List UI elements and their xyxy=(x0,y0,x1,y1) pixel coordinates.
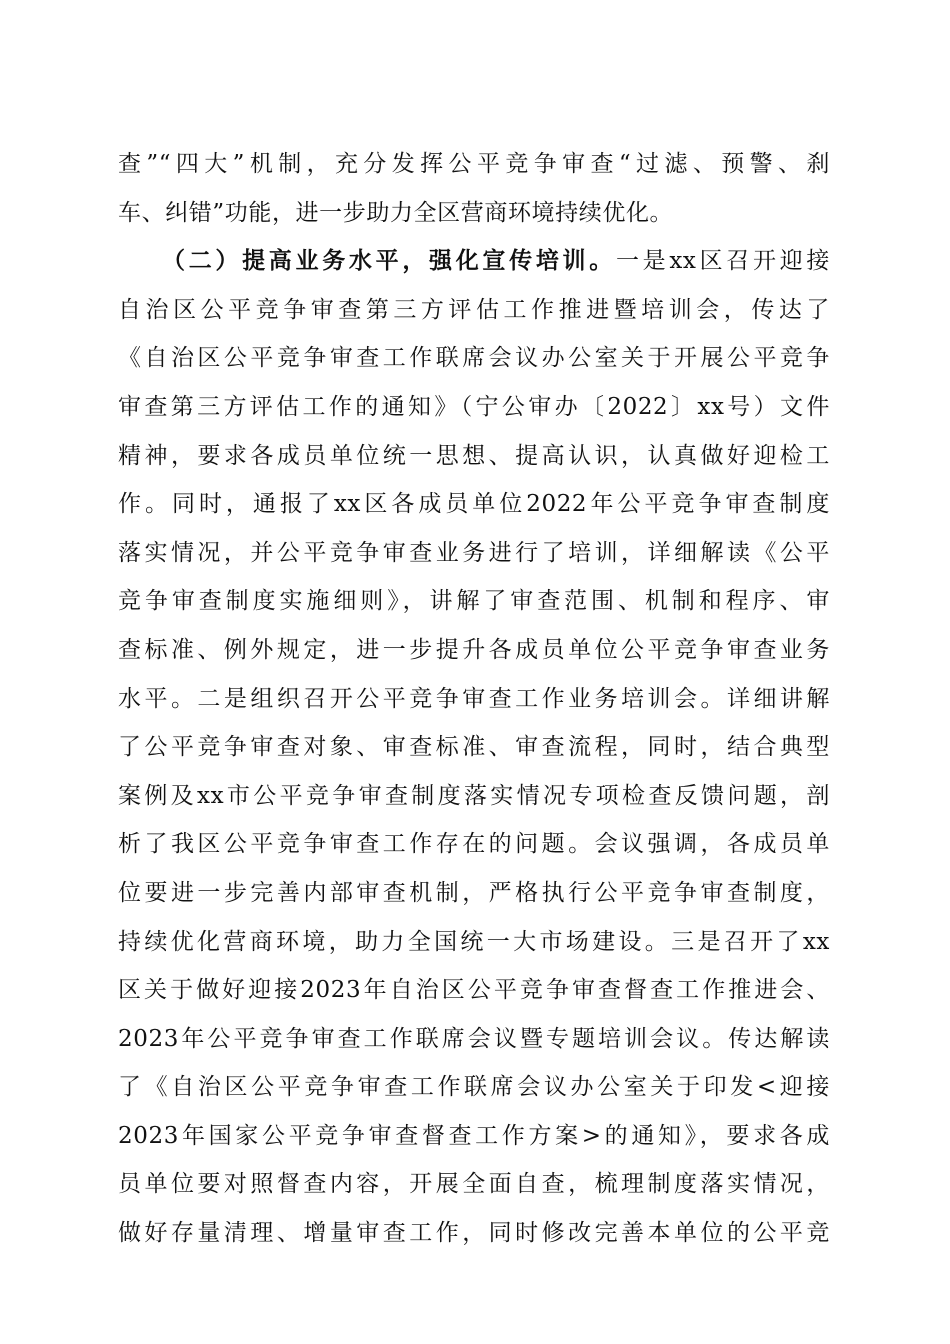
text-line: 水平。二是组织召开公平竞争审查工作业务培训会。详细讲解 xyxy=(118,685,830,712)
section-paragraph-start xyxy=(118,237,830,286)
text-line: 位要进一步完善内部审查机制，严格执行公平竞争审查制度， xyxy=(118,879,830,906)
text-line: 审查第三方评估工作的通知》（宁公审办〔2022〕xx号）文件 xyxy=(118,393,830,420)
text-line: 案例及xx市公平竞争审查制度落实情况专项检查反馈问题，剖 xyxy=(118,782,830,809)
text-line: 了公平竞争审查对象、审查标准、审查流程，同时，结合典型 xyxy=(118,734,830,761)
text-line: 了《自治区公平竞争审查工作联席会议办公室关于印发<迎接 xyxy=(118,1074,830,1101)
text-line: 一是xx区召开迎接 xyxy=(615,248,830,275)
text-line: 《自治区公平竞争审查工作联席会议办公室关于开展公平竞争 xyxy=(118,345,830,372)
text-line: 自治区公平竞争审查第三方评估工作推进暨培训会，传达了 xyxy=(118,296,830,323)
text-line: 2023年国家公平竞争审查督查工作方案>的通知》，要求各成 xyxy=(118,1122,830,1149)
section-heading: （二）提高业务水平，强化宣传培训。 xyxy=(162,247,616,275)
text-line: 精神，要求各成员单位统一思想、提高认识，认真做好迎检工 xyxy=(118,442,830,469)
text-line: 2023年公平竞争审查工作联席会议暨专题培训会议。传达解读 xyxy=(118,1025,830,1052)
text-line: 查标准、例外规定，进一步提升各成员单位公平竞争审查业务 xyxy=(118,636,830,663)
text-line: 析了我区公平竞争审查工作存在的问题。会议强调，各成员单 xyxy=(118,831,830,858)
text-line: 查”“四大”机制，充分发挥公平竞争审查“过滤、预警、刹 xyxy=(118,151,830,177)
text-line: 做好存量清理、增量审查工作，同时修改完善本单位的公平竞 xyxy=(118,1220,830,1247)
text-line: 竞争审查制度实施细则》，讲解了审查范围、机制和程序、审 xyxy=(118,588,830,615)
text-line: 落实情况，并公平竞争审查业务进行了培训，详细解读《公平 xyxy=(118,539,830,566)
text-line: 员单位要对照督查内容，开展全面自查，梳理制度落实情况， xyxy=(118,1171,830,1198)
text-line: 区关于做好迎接2023年自治区公平竞争审查督查工作推进会、 xyxy=(118,977,830,1004)
text-line: 作。同时，通报了xx区各成员单位2022年公平竞争审查制度 xyxy=(118,491,830,518)
body-text xyxy=(118,140,830,1258)
text-line: 车、纠错”功能，进一步助力全区营商环境持续优化。 xyxy=(118,199,674,226)
text-line: 持续优化营商环境，助力全国统一大市场建设。三是召开了xx xyxy=(118,928,830,955)
